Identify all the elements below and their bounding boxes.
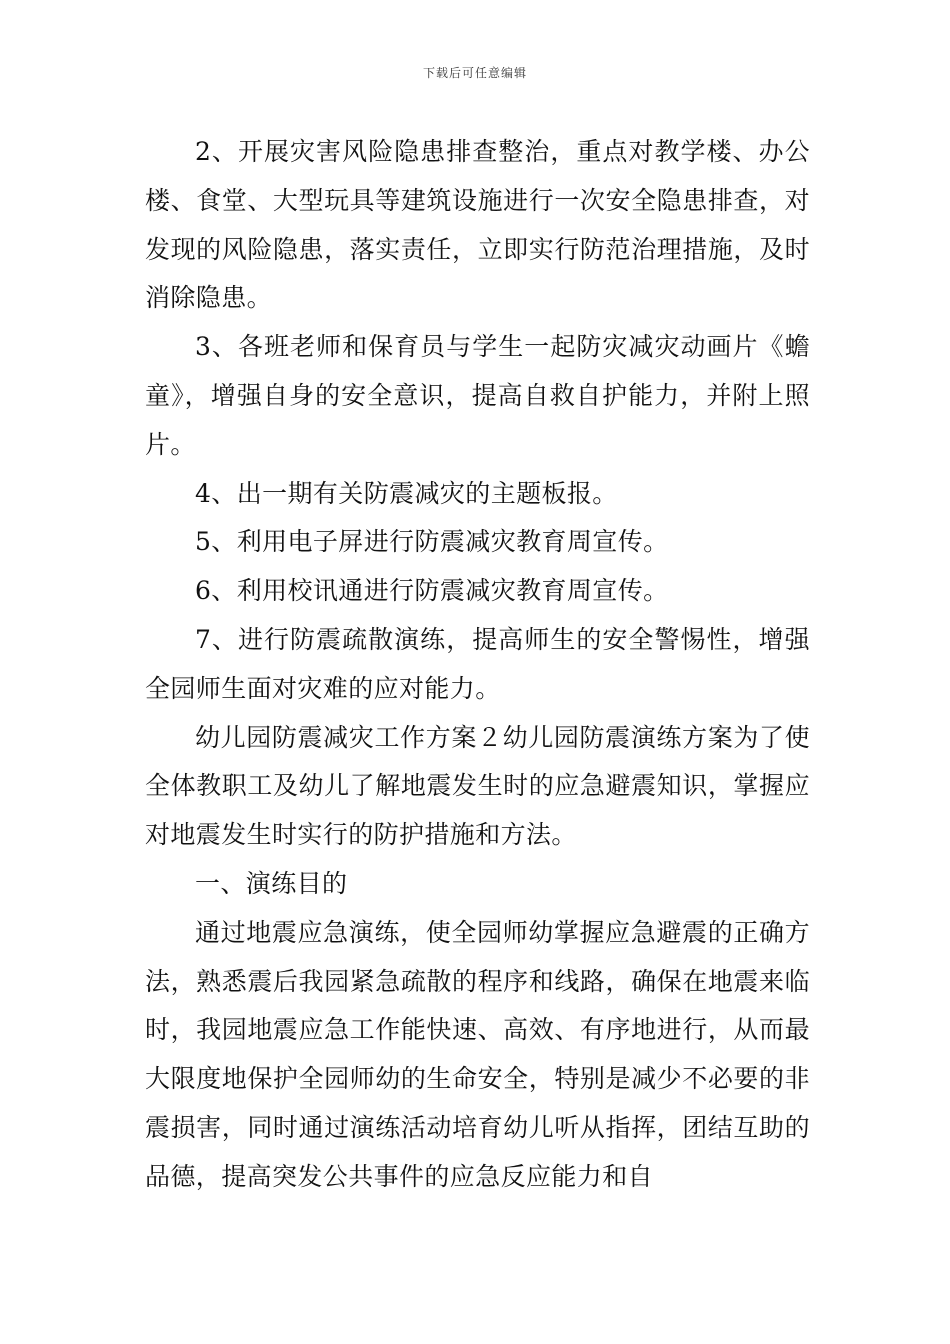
page-header-note: 下载后可任意编辑 xyxy=(422,66,527,80)
paragraph-item-3: 3、各班老师和保育员与学生一起防灾减灾动画片《蟾童》，增强自身的安全意识，提高自救自护能力，并附上照片。 xyxy=(145,332,810,459)
paragraph-item-4: 4、出一期有关防震减灾的主题板报。 xyxy=(195,478,618,508)
paragraph-item-6: 6、利用校讯通进行防震减灾教育周宣传。 xyxy=(195,576,669,606)
paragraph-item-7: 7、进行防震疏散演练，提高师生的安全警惕性，增强全园师生面对灾难的应对能力。 xyxy=(145,624,810,703)
paragraph-item-5: 5、利用电子屏进行防震减灾教育周宣传。 xyxy=(195,527,669,557)
section-heading-drill-purpose: 一、演练目的 xyxy=(195,868,348,898)
document-body xyxy=(145,128,810,1202)
paragraph-item-2: 2、开展灾害风险隐患排查整治，重点对教学楼、办公楼、食堂、大型玩具等建筑设施进行一次安全隐患排查，对发现的风险隐患，落实责任，立即实行防范治理措施，及时消除隐患。 xyxy=(145,137,810,313)
paragraph-plan-intro: 幼儿园防震减灾工作方案２幼儿园防震演练方案为了使全体教职工及幼儿了解地震发生时的应急避震知识，掌握应对地震发生时实行的防护措施和方法。 xyxy=(145,722,810,850)
paragraph-drill-purpose: 通过地震应急演练，使全园师幼掌握应急避震的正确方法，熟悉震后我园紧急疏散的程序和线路，确保在地震来临时，我园地震应急工作能快速、高效、有序地进行，从而最大限度地保护全园师幼的生命安全，特别是减少不必要的非震损害，同时通过演练活动培育幼儿听从指挥，团结互助的品德，提高突发公共事件的应急反应能力和自 xyxy=(145,917,810,1191)
